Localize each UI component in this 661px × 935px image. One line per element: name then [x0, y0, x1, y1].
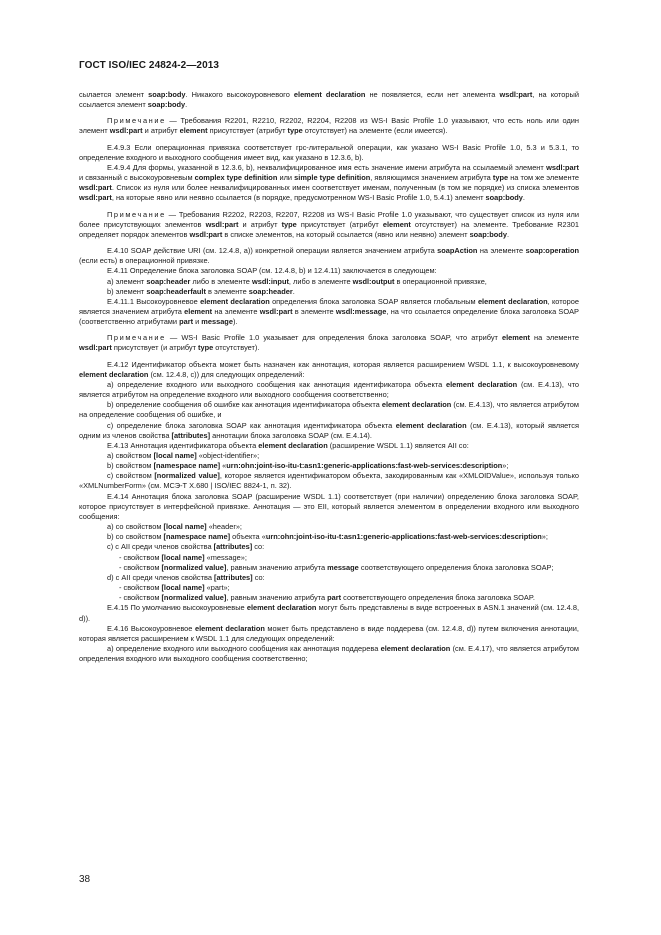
page-header-standard-title: ГОСТ ISO/IEC 24824-2—2013	[79, 60, 220, 71]
list-item: a) элемент soap:header либо в элементе wsdl:input, либо в элементе wsdl:output в операционной привязке,	[107, 276, 487, 286]
list-item: a) определение входного или выходного сообщения как аннотация идентификатора объекта element declaration (см. E.4.13), что является атрибутом на определение входного или выходного сообщения соответственно;	[79, 379, 579, 400]
paragraph: E.4.9.4 Для формы, указанной в 12.3.6, b), неквалифицированное имя есть значение имени атрибута на ссылаемый элемент wsdl:part и связанный с высокоуровневым complex type definition или simple type definition, являющимся значением атрибута type на том же элементе wsdl:part. Список из нуля или более неквалифицированных имен соответствует именам, полученным (в том же порядке) из списка элементов wsdl:part, на которые явно или неявно ссылается (в порядке, предусмотренном WS-I Basic Profile 1.0, 5.4.1) элемент soap:body.	[79, 162, 580, 203]
list-subitem: - свойством [normalized value], равным значению атрибута message соответствующего определения блока заголовка SOAP;	[119, 562, 554, 572]
list-item: d) с AII среди членов свойства [attributes] со:	[107, 572, 265, 582]
paragraph: E.4.13 Аннотация идентификатора объекта element declaration (расширение WSDL 1.1) является AII со:	[107, 440, 469, 450]
list-subitem: - свойством [local name] «message»;	[119, 552, 247, 562]
document-body	[79, 90, 579, 664]
list-item: a) свойством [local name] «object-identifier»;	[107, 451, 260, 460]
list-subitem: - свойством [normalized value], равным значению атрибута part соответствующего определения блока заголовка SOAP.	[119, 593, 535, 603]
list-subitem: - свойством [local name] «part»;	[119, 583, 230, 593]
paragraph: E.4.12 Идентификатор объекта может быть назначен как аннотация, которая является расширением WSDL 1.1, к высокоуровневому element declaration (см. 12.4.8, c)) для следующих определений:	[79, 359, 579, 379]
note-paragraph: Примечание — Требования R2202, R2203, R2207, R2208 из WS-I Basic Profile 1.0 указывают, что существует список из нуля или более присутствующих элементов wsdl:part и атрибут type присутствует (атрибут element отсутствует) на элементе. Требование R2301 определяет порядок элементов wsdl:part в списке элементов, на который ссылается (явно или неявно) элемент soap:body.	[79, 209, 579, 239]
list-item: b) свойством [namespace name] «urn:ohn:joint-iso-itu-t:asn1:generic-applications:fast-web-services:description»;	[107, 461, 509, 471]
list-item: a) со свойством [local name] «header»;	[107, 522, 242, 532]
list-item: b) со свойством [namespace name] объекта «urn:ohn:joint-iso-itu-t:asn1:generic-applications:fast-web-services:description»;	[107, 532, 548, 542]
paragraph: E.4.10 SOAP действие URI (см. 12.4.8, a)) конкретной операции является значением атрибута soapAction на элементе soap:operation (если есть) в операционной привязке.	[79, 246, 579, 266]
paragraph: E.4.11 Определение блока заголовка SOAP (см. 12.4.8, b) и 12.4.11) заключается в следующем:	[107, 266, 437, 276]
paragraph: сылается элемент soap:body. Никакого высокоуровневого element declaration не появляется, если нет элемента wsdl:part, на который ссылается элемент soap:body.	[79, 90, 579, 110]
page-number: 38	[79, 874, 91, 885]
list-item: c) определение блока заголовка SOAP как аннотация идентификатора объекта element declaration (см. E.4.13), который является одним из членов свойства [attributes] аннотации блока заголовка SOAP (см. E.4.14).	[79, 420, 579, 440]
list-item: а) определение входного или выходного сообщения как аннотация поддерева element declaration (см. E.4.17), что является атрибутом определения входного или выходного сообщения соответственно;	[79, 643, 579, 664]
note-paragraph: Примечание — Требования R2201, R2210, R2202, R2204, R2208 из WS-I Basic Profile 1.0 указывают, что есть ноль или один элемент wsdl:part и атрибут element присутствует (атрибут type отсутствует) на элементе (если имеется).	[79, 116, 579, 136]
paragraph: E.4.16 Высокоуровневое element declaration может быть представлено в виде поддерева (см. 12.4.8, d)) путем включения аннотации, которая является расширением к WSDL 1.1 для следующих определений:	[79, 623, 579, 643]
paragraph: E.4.15 По умолчанию высокоуровневые element declaration могут быть представлены в виде встроенных в ASN.1 значений (см. 12.4.8, d)).	[79, 603, 579, 623]
paragraph: E.4.9.3 Если операционная привязка соответствует rpc-литеральной операции, как указано WS-I Basic Profile 1.0, 5.3 и 5.3.1, то определение входного и выходного сообщения имеет вид, как указано в 12.3.6, b).	[79, 142, 579, 162]
list-item: b) определение сообщения об ошибке как аннотация идентификатора объекта element declaration (см. E.4.13), что является атрибутом на определение сообщения об ошибке, и	[79, 400, 579, 420]
list-item: b) элемент soap:headerfault в элементе soap:header.	[107, 286, 295, 296]
list-item: c) с AII среди членов свойства [attributes] со:	[107, 542, 265, 552]
paragraph: E.4.11.1 Высокоуровневое element declaration определения блока заголовка SOAP является глобальным element declaration, которое является значением атрибута element на элементе wsdl:part в элементе wsdl:message, на что ссылается определение блока заголовка SOAP (соответственно атрибутами part и message).	[79, 296, 579, 327]
list-item: c) свойством [normalized value], которое является идентификатором объекта, закодированным как «XMLOIDValue», используя только «XMLNumberForm» (см. МСЭ-Т X.680 | ISO/IEC 8824-1, п. 32).	[79, 471, 579, 491]
note-paragraph: Примечание — WS-I Basic Profile 1.0 указывает для определения блока заголовка SOAP, что атрибут element на элементе wsdl:part присутствует (и атрибут type отсутствует).	[79, 333, 580, 353]
paragraph: E.4.14 Аннотация блока заголовка SOAP (расширение WSDL 1.1) соответствует (при наличии) определению блока заголовка SOAP, которое присутствует в интерфейсной привязке. Аннотация — это EII, который является элементом в определении входного или выходного сообщения:	[79, 491, 579, 521]
